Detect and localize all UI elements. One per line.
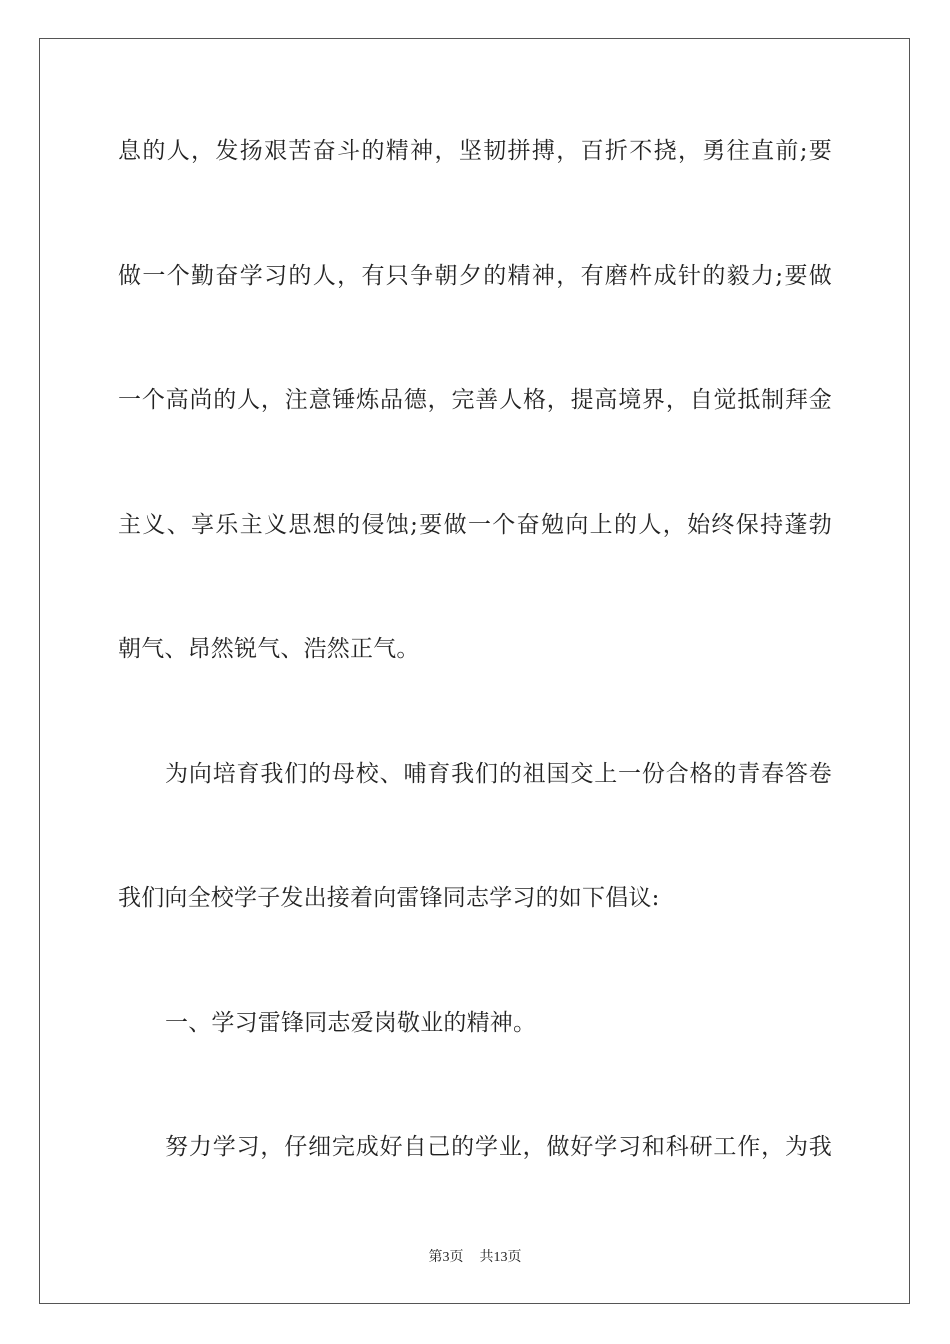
page-footer [0, 1249, 950, 1267]
page-total: 共13页 [479, 1250, 522, 1265]
page-number: 第3页 [428, 1250, 464, 1265]
body-text-line: 息的人，发扬艰苦奋斗的精神，坚韧拼搏，百折不挠，勇往直前;要 [118, 138, 832, 164]
body-text-line: 我们向全校学子发出接着向雷锋同志学习的如下倡议: [118, 885, 660, 911]
page-border [39, 38, 910, 1304]
paragraph-start-line: 为向培育我们的母校、哺育我们的祖国交上一份合格的青春答卷 [165, 761, 832, 787]
paragraph-start-line: 努力学习，仔细完成好自己的学业，做好学习和科研工作，为我 [165, 1134, 832, 1160]
body-text-line: 做一个勤奋学习的人，有只争朝夕的精神，有磨杵成针的毅力;要做 [118, 263, 832, 289]
body-text-line: 朝气、昂然锐气、浩然正气。 [118, 636, 420, 662]
body-text-line: 一个高尚的人，注意锤炼品德，完善人格，提高境界，自觉抵制拜金 [118, 387, 832, 413]
body-text-line: 主义、享乐主义思想的侵蚀;要做一个奋勉向上的人，始终保持蓬勃 [118, 512, 832, 538]
section-heading: 一、学习雷锋同志爱岗敬业的精神。 [165, 1010, 537, 1036]
